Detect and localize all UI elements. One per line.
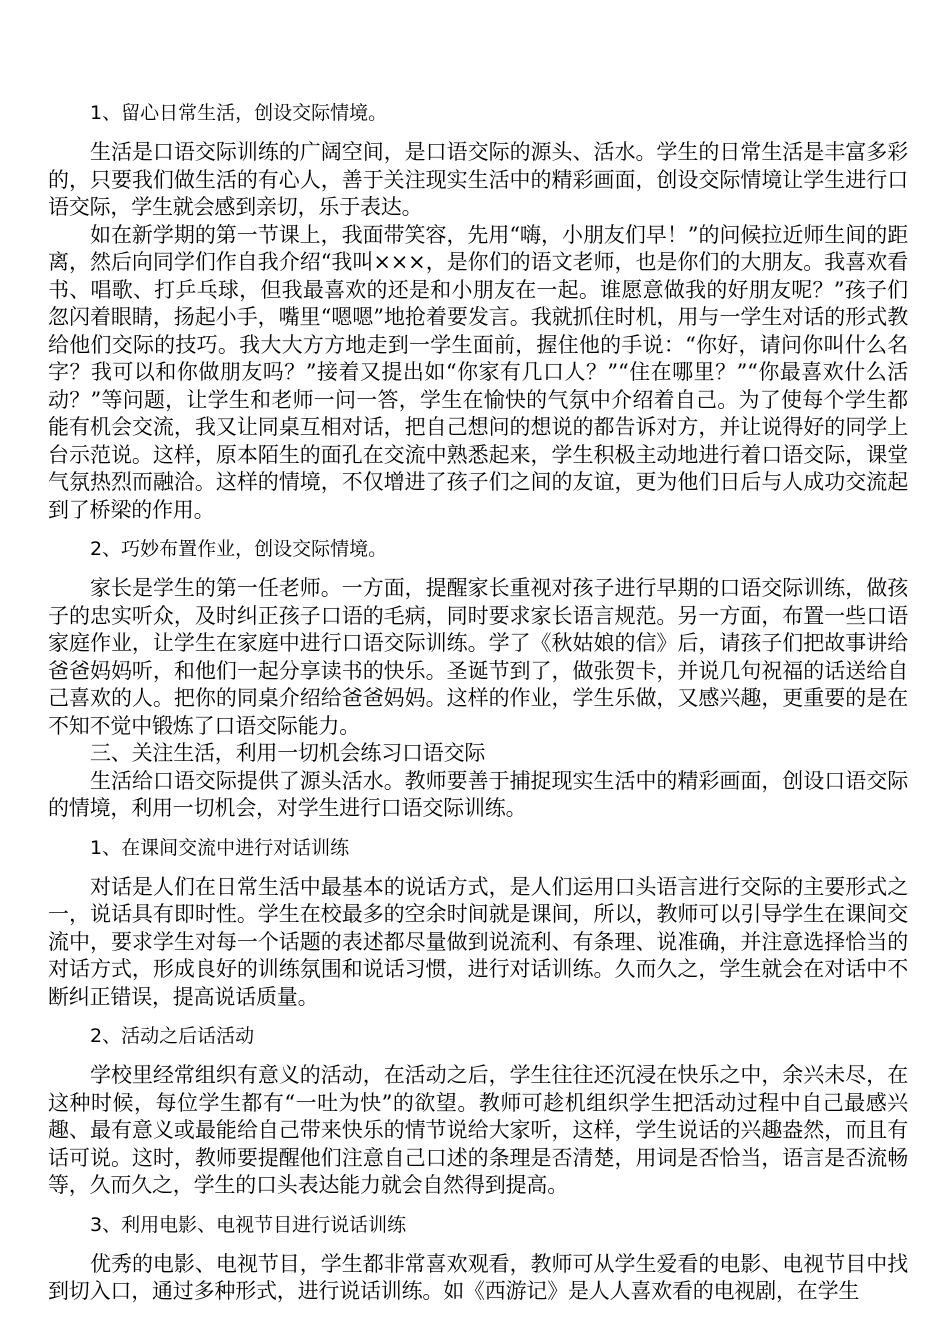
paragraph-life-source: 生活给口语交际提供了源头活水。教师要善于捕捉现实生活中的精彩画面，创设口语交际的情境，利用一切机会，对学生进行口语交际训练。	[48, 768, 908, 820]
document-page	[48, 100, 908, 1306]
section-heading-1-2: 2、巧妙布置作业，创设交际情境。	[90, 538, 388, 560]
paragraph-film-tv: 优秀的电影、电视节目，学生都非常喜欢观看，教师可从学生爱看的电影、电视节目中找到切入口，通过多种形式，进行说话训练。如《西游记》是人人喜欢看的电视剧，在学生	[48, 1251, 908, 1303]
section-heading-3-2: 2、活动之后话活动	[90, 1025, 255, 1047]
paragraph-activities: 学校里经常组织有意义的活动，在活动之后，学生往往还沉浸在快乐之中，余兴未尽，在这种时候，每位学生都有“一吐为快”的欲望。教师可趁机组织学生把活动过程中自己最感兴趣、最有意义或最能给自己带来快乐的情节说给大家听，这样，学生说话的兴趣盎然，而且有话可说。这时，教师要提醒他们注意自己口述的条理是否清楚，用词是否恰当，语言是否流畅等，久而久之，学生的口头表达能力就会自然得到提高。	[48, 1063, 908, 1197]
section-heading-3: 三、关注生活，利用一切机会练习口语交际	[90, 741, 486, 765]
section-heading-1-1: 1、留心日常生活，创设交际情境。	[90, 102, 388, 124]
paragraph-parents: 家长是学生的第一任老师。一方面，提醒家长重视对孩子进行早期的口语交际训练，做孩子的忠实听众，及时纠正孩子口语的毛病，同时要求家长语言规范。另一方面，布置一些口语家庭作业，让学生在家庭中进行口语交际训练。学了《秋姑娘的信》后，请孩子们把故事讲给爸爸妈妈听，和他们一起分享读书的快乐。圣诞节到了，做张贺卡，并说几句祝福的话送给自己喜欢的人。把你的同桌介绍给爸爸妈妈。这样的作业，学生乐做，又感兴趣，更重要的是在不知不觉中锻炼了口语交际能力。	[48, 576, 908, 738]
paragraph-life-space: 生活是口语交际训练的广阔空间，是口语交际的源头、活水。学生的日常生活是丰富多彩的，只要我们做生活的有心人，善于关注现实生活中的精彩画面，创设交际情境让学生进行口语交际，学生就会感到亲切，乐于表达。	[48, 140, 908, 219]
paragraph-dialogue: 对话是人们在日常生活中最基本的说话方式，是人们运用口头语言进行交际的主要形式之一，说话具有即时性。学生在校最多的空余时间就是课间，所以，教师可以引导学生在课间交流中，要求学生对每一个话题的表述都尽量做到说流利、有条理、说准确，并注意选择恰当的对话方式，形成良好的训练氛围和说话习惯，进行对话训练。久而久之，学生就会在对话中不断纠正错误，提高说话质量。	[48, 874, 908, 1009]
paragraph-first-class-example: 如在新学期的第一节课上，我面带笑容，先用“嗨，小朋友们早！”的问候拉近师生间的距离，然后向同学们作自我介绍“我叫×××，是你们的语文老师，也是你们的大朋友。我喜欢看书、唱歌、打乒乓球，但我最喜欢的还是和小朋友在一起。谁愿意做我的好朋友呢？”孩子们忽闪着眼睛，扬起小手，嘴里“嗯嗯”地抢着要发言。我就抓住时机，用与一学生对话的形式教给他们交际的技巧。我大大方方地走到一学生面前，握住他的手说：“你好，请问你叫什么名字？我可以和你做朋友吗？”接着又提出如“你家有几口人？”“住在哪里？”“你最喜欢什么活动？”等问题，让学生和老师一问一答，学生在愉快的气氛中介绍着自己。为了使每个学生都能有机会交流，我又让同桌互相对话，把自己想问的想说的都告诉对方，并让说得好的同学上台示范说。这样，原本陌生的面孔在交流中熟悉起来，学生积极主动地进行着口语交际，课堂气氛热烈而融洽。这样的情境，不仅增进了孩子们之间的友谊，更为他们日后与人成功交流起到了桥梁的作用。	[48, 222, 908, 522]
section-heading-3-3: 3、利用电影、电视节目进行说话训练	[90, 1213, 407, 1236]
section-heading-3-1: 1、在课间交流中进行对话训练	[90, 836, 350, 859]
